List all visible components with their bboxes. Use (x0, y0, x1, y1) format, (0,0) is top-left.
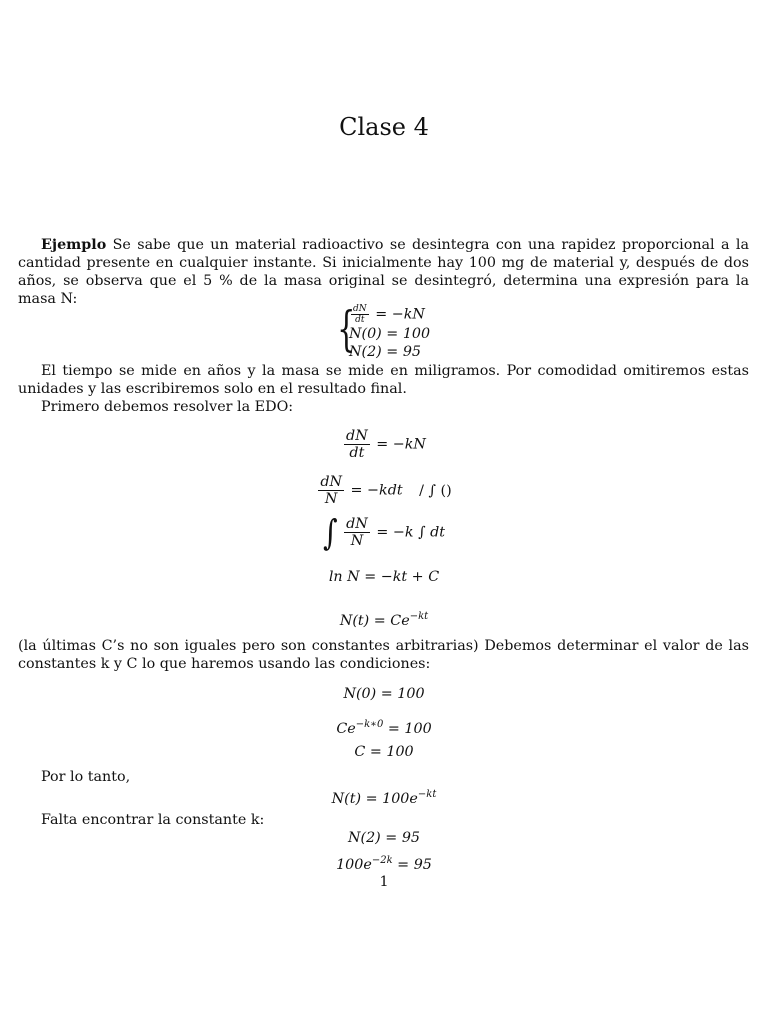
example-paragraph (18, 236, 749, 308)
log-equation: ln N = −kt + C (328, 569, 440, 585)
find-k-paragraph: Falta encontrar la constante k: (41, 812, 265, 828)
page-title: Clase 4 (339, 113, 429, 141)
example-text: Se sabe que un material radioactivo se desintegra con una rapidez proporcional a la cantidad presente en cualquier instante. Si inicialmente hay 100 mg de material y, después de dos años, se observa que el 5 % de la masa original se desintegró, determina una expresión para la masa N: (18, 237, 749, 307)
left-brace: { (337, 301, 356, 357)
condition-3: C = 100 (354, 744, 414, 760)
separated-equation: $\frac{dN}{N}$ = −kdt / ∫ () (320, 474, 452, 507)
integral-sign: ∫ (323, 511, 338, 553)
page-number: 1 (379, 874, 389, 890)
units-paragraph: El tiempo se mide en años y la masa se mide en miligramos. Por comodidad omitiremos estas unidades y las escribiremos solo en el resultado final. (18, 363, 749, 397)
condition-2: $Ce^{-k∗0} = 100$ (336, 719, 432, 737)
condition-1: N(0) = 100 (343, 686, 425, 702)
first-paragraph: Primero debemos resolver la EDO: (41, 399, 294, 415)
example-label: Ejemplo (41, 237, 107, 253)
system-eq-3: N(2) = 95 (349, 344, 422, 360)
system-eq-1: $\frac{dN}{dt}$ = −kN (353, 304, 425, 325)
constants-paragraph: (la últimas C’s no son iguales pero son constantes arbitrarias) Debemos determinar el valor de las constantes k y C lo que haremos usando las condiciones: (18, 638, 749, 672)
ode-equation: $\frac{dN}{dt}$ = −kN (346, 428, 426, 461)
final-solution: $N(t) = 100e^{-kt}$ (331, 789, 437, 807)
dn-dt-small-fraction: $\frac{dN}{dt}$ (353, 304, 367, 325)
k-equation-1: N(2) = 95 (347, 830, 421, 846)
general-solution: $N(t) = Ce^{-kt}$ (339, 611, 429, 629)
integrated-equation: ∫ $\frac{dN}{N}$ = −k ∫ dt (323, 511, 445, 553)
therefore-paragraph: Por lo tanto, (41, 769, 131, 785)
k-equation-2: $100e^{-2k} = 95$ (336, 855, 432, 873)
system-eq-2: N(0) = 100 (349, 326, 431, 342)
